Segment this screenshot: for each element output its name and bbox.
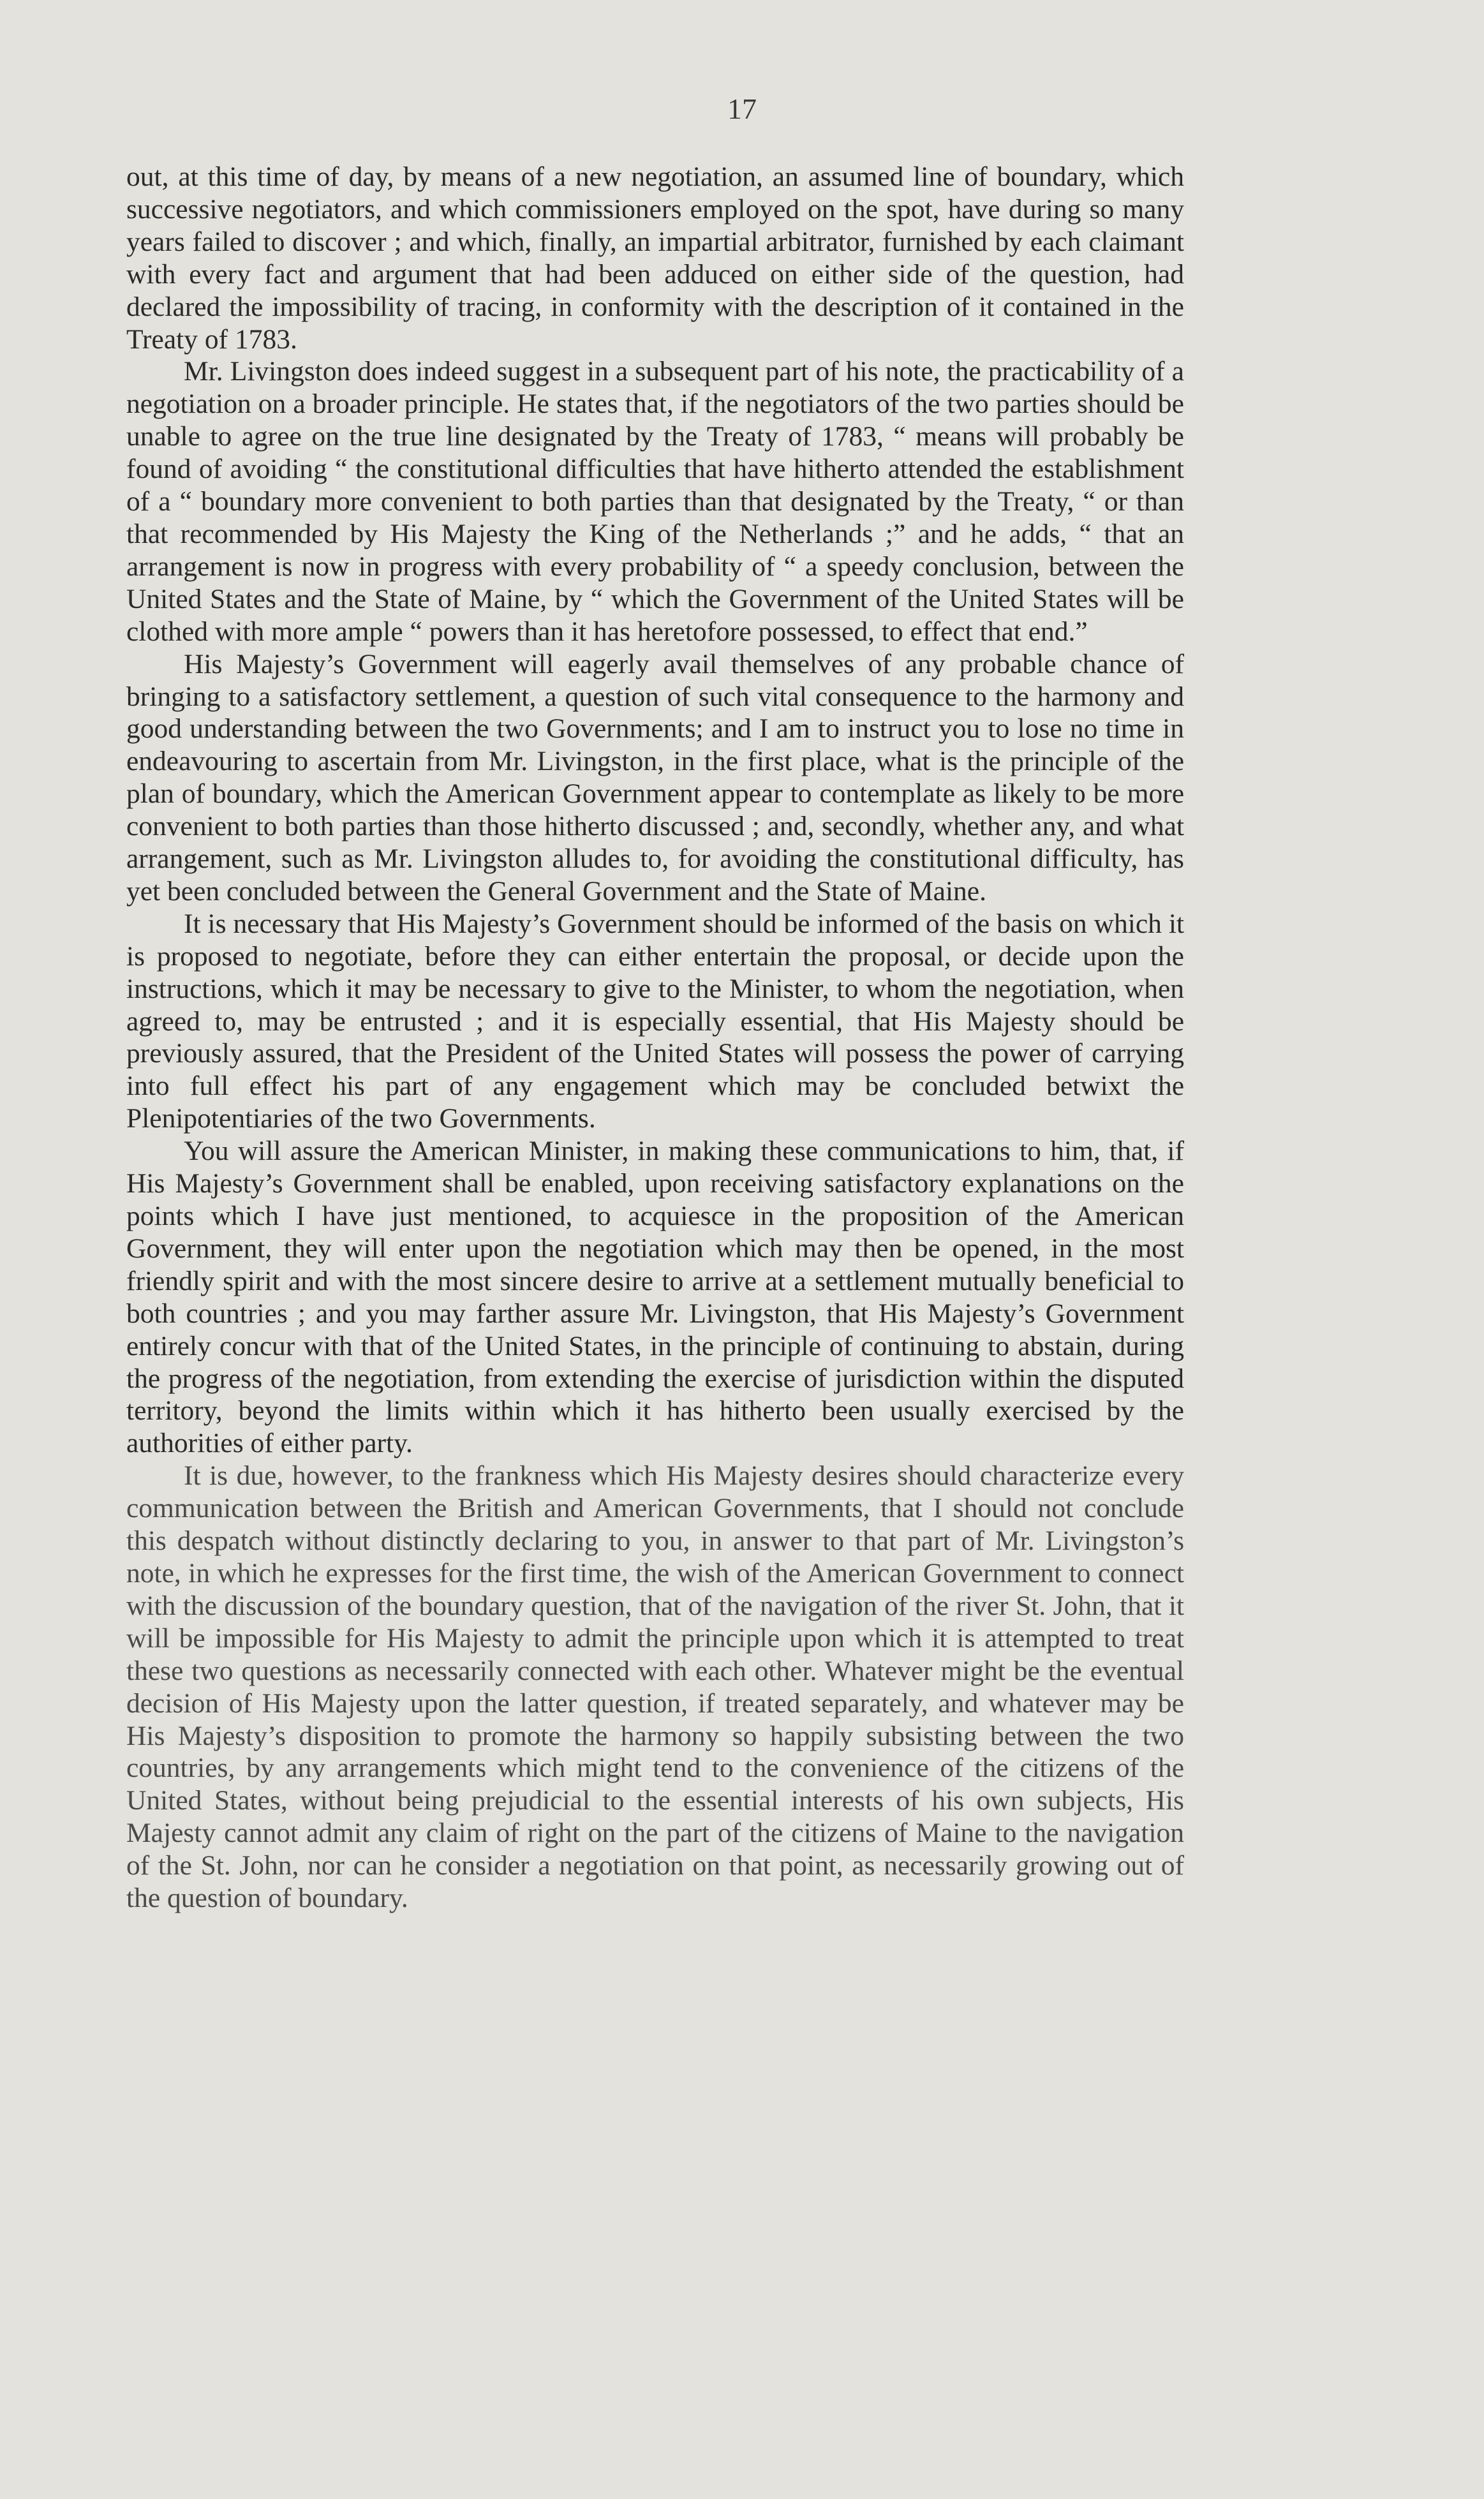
- paragraph-6: It is due, however, to the frankness which His Majesty desires should characterize every communication between the British and American Governments, that I should not conclude this despatch without distinctly declaring to you, in answer to that part of Mr. Livingston’s note, in which he expresses for the first time, the wish of the American Government to connect with the discussion of the boundary question, that of the navigation of the river St. John, that it will be impossible for His Majesty to admit the principle upon which it is attempted to treat these two questions as necessarily connected with each other. Whatever might be the eventual decision of His Majesty upon the latter question, if treated separately, and whatever may be His Majesty’s disposition to promote the harmony so happily subsisting between the two countries, by any arrangements which might tend to the convenience of the citizens of the United States, without being prejudicial to the essential interests of his own subjects, His Majesty cannot admit any claim of right on the part of the citizens of Maine to the navigation of the St. John, nor can he consider a negotiation on that point, as necessarily growing out of the question of boundary.: [126, 1460, 1184, 1914]
- paragraph-1: out, at this time of day, by means of a new negotiation, an assumed line of boundary, which successive negotiators, and which commissioners employed on the spot, have during so many years failed to discover ; and which, finally, an impartial arbitrator, furnished by each claimant with every fact and argument that had been adduced on either side of the question, had declared the impossibility of tracing, in conformity with the description of it contained in the Treaty of 1783.: [126, 161, 1184, 355]
- paragraph-3: His Majesty’s Government will eagerly avail themselves of any probable chance of bringing to a satisfactory settlement, a question of such vital consequence to the harmony and good understanding between the two Governments; and I am to instruct you to lose no time in endeavouring to ascertain from Mr. Livingston, in the first place, what is the principle of the plan of boundary, which the American Government appear to contemplate as likely to be more convenient to both parties than those hitherto discussed ; and, secondly, whether any, and what arrangement, such as Mr. Livingston alludes to, for avoiding the constitutional difficulty, has yet been concluded between the General Government and the State of Maine.: [126, 648, 1184, 907]
- paragraph-2: Mr. Livingston does indeed suggest in a subsequent part of his note, the practicability of a negotiation on a broader principle. He states that, if the negotiators of the two parties should be unable to agree on the true line designated by the Treaty of 1783, “ means will probably be found of avoiding “ the constitutional difficulties that have hitherto attended the establishment of a “ boundary more convenient to both parties than that designated by the Treaty, “ or than that recommended by His Majesty the King of the Netherlands ;” and he adds, “ that an arrangement is now in progress with every probability of “ a speedy conclusion, between the United States and the State of Maine, by “ which the Government of the United States will be clothed with more ample “ powers than it has heretofore possessed, to effect that end.”: [126, 356, 1184, 647]
- paragraph-4: It is necessary that His Majesty’s Government should be informed of the basis on which it is proposed to negotiate, before they can either entertain the proposal, or decide upon the instructions, which it may be necessary to give to the Minister, to whom the negotiation, when agreed to, may be entrusted ; and it is especially essential, that His Majesty should be previously assured, that the President of the United States will possess the power of carrying into full effect his part of any engagement which may be concluded betwixt the Plenipotentiaries of the two Governments.: [126, 908, 1184, 1134]
- page-number: 17: [727, 93, 757, 125]
- paragraph-5: You will assure the American Minister, in making these communications to him, that, if His Majesty’s Government shall be enabled, upon receiving satisfactory explanations on the points which I have just mentioned, to acquiesce in the proposition of the American Government, they will enter upon the negotiation which may then be opened, in the most friendly spirit and with the most sincere desire to arrive at a settlement mutually beneficial to both countries ; and you may farther assure Mr. Livingston, that His Majesty’s Government entirely concur with that of the United States, in the principle of continuing to abstain, during the progress of the negotiation, from extending the exercise of jurisdiction within the disputed territory, beyond the limits within which it has hitherto been usually exercised by the authorities of either party.: [126, 1136, 1184, 1459]
- body-text: [126, 161, 1184, 1915]
